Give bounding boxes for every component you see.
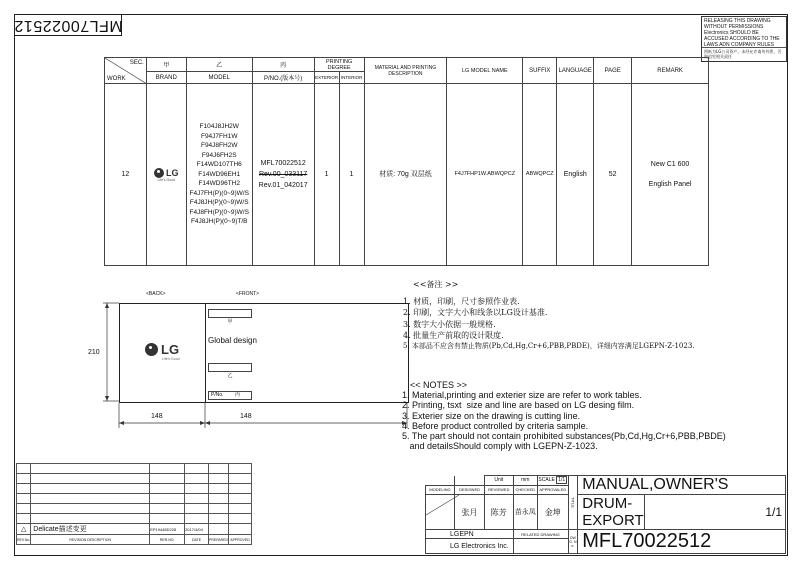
dwg-label: DWG. No.	[568, 530, 578, 554]
col-prepared: PREPARED	[209, 535, 229, 545]
tag-pno: P/No.	[211, 392, 224, 398]
scale-value: 1/1	[558, 477, 566, 484]
model-item: F4J8FH(P)(0~9)W/S	[189, 208, 249, 216]
unit-value: mm	[513, 476, 538, 486]
work-value: 12	[105, 84, 147, 266]
remark-line-2: English Panel	[648, 180, 692, 188]
scale-label: SCALE	[538, 477, 555, 484]
language-value: English	[557, 84, 594, 266]
subtitle: DRUM-EXPORT	[578, 495, 644, 530]
notes-en	[402, 380, 787, 451]
revision-mark: △	[17, 524, 31, 535]
model-item: F94J8FH2W	[200, 142, 238, 150]
sec-work-header	[105, 58, 147, 84]
suffix-header: SUFFIX	[523, 58, 557, 84]
model-list-cell	[186, 84, 252, 266]
corner-code: MFL70022512	[13, 17, 123, 34]
work-label: WORK	[107, 76, 126, 82]
col-desc: REVISION DESCRIPTION	[31, 535, 150, 545]
model-item: F94J7FH1W	[200, 132, 238, 140]
sheet-number: 1/1	[644, 495, 785, 530]
remark-line-1: New C1 600	[650, 160, 690, 168]
lg-model-header: LG MODEL NAME	[447, 58, 523, 84]
remark-cell	[632, 84, 709, 266]
approver-name: 金坤	[538, 495, 568, 530]
sample-logo-tag: Life's Good	[162, 357, 180, 361]
title-main: MANUAL,OWNER'S	[578, 476, 786, 495]
page-value: 52	[594, 84, 632, 266]
note-cn-item: 3. 数字大小依据一般规格.	[403, 319, 496, 329]
sec-label: SEC.	[129, 60, 144, 66]
exterior-header: EXTERIOR	[314, 72, 339, 84]
company-name: LG Electronics Inc.	[426, 539, 514, 554]
col-jia: 甲	[146, 58, 186, 72]
revision-code: EP19448D228	[150, 524, 185, 535]
pno-value: MFL70022512	[260, 160, 306, 167]
company-code: LGEPN	[426, 530, 514, 539]
note-en-item: 2. Printing, tsxt size and line are based on LG desing film.	[402, 400, 635, 411]
notes-cn	[403, 279, 763, 352]
revision-row	[17, 524, 252, 535]
model-item: F94J6FH2S	[201, 151, 237, 159]
exterior-value: 1	[314, 84, 339, 266]
unit-label: Unit	[485, 476, 513, 486]
interior-header: INTERIOR	[339, 72, 364, 84]
title-block	[425, 475, 786, 554]
dwg-number: MFL70022512	[578, 530, 786, 554]
release-notice	[701, 16, 787, 62]
height-dimension: 210	[88, 349, 100, 356]
related-drawing: RELATED DRAWING	[513, 530, 568, 539]
col-rev-no: REV.No.	[17, 535, 31, 545]
brand-tagline: Life's Good	[157, 177, 176, 182]
printing-degree-header: PRINTING DEGREE	[314, 58, 364, 72]
model-item: F4J8JH(P)(0~9)W/S	[189, 199, 249, 207]
col-approved: APPROVED	[229, 535, 252, 545]
note-cn-item: 2. 印刷，文字大小和线条以LG设计基准.	[403, 308, 548, 318]
role-checked: CHECKED	[513, 485, 538, 495]
role-approvaled: APPROVALED	[538, 485, 568, 495]
spec-table	[104, 57, 709, 266]
width-front-dimension: 148	[240, 413, 252, 420]
corner-code-box	[14, 14, 122, 36]
note-en-item: 5. The part should not contain prohibited substances(Pb,Cd,Hg,Cr+6,PBB,PBDE)	[402, 431, 726, 442]
brand-header: BRAND	[146, 72, 186, 84]
revision-date: 2017/4/04	[185, 524, 209, 535]
tag-yi: 乙	[227, 373, 233, 379]
spec-row	[105, 84, 709, 266]
brand-logo-text: LG	[166, 167, 179, 178]
role-designed: DESIGNED	[455, 485, 485, 495]
note-cn-item: 5. 本部品不应含有禁止物质(Pb,Cd,Hg,Cr+6,PBB,PBDE)，详细内容满足LGEPN-Z-1023.	[403, 342, 695, 351]
checker-name: 苗永凤	[513, 495, 538, 530]
remark-header: REMARK	[632, 58, 709, 84]
front-text: Global design	[208, 336, 257, 345]
notes-cn-list	[403, 296, 763, 352]
release-notice-en: RELEASING THIS DRAWING WITHOUT PERMISSIONS Electronics SHOULD BE ACCUSED ACCORDING TO THE LAWS ADN COMPANY RULES	[702, 17, 786, 48]
note-en-item: 3. Exterier size on the drawing is cutting line.	[402, 410, 581, 421]
sample-logo-text: LG	[161, 342, 180, 357]
col-date: DATE	[185, 535, 209, 545]
revision-desc: Delicate描述变更	[31, 524, 150, 535]
model-item: F4J7FH(P)(0~9)W/S	[189, 189, 249, 197]
model-item: F14WD96EH1	[198, 170, 241, 178]
rev-old: Rev.00_033117	[258, 171, 308, 178]
page-header: PAGE	[594, 58, 632, 84]
model-item: F4J8JH(P)(0~9)T/B	[190, 218, 248, 226]
interior-value: 1	[339, 84, 364, 266]
lg-logo-icon	[154, 168, 164, 178]
note-cn-item: 4. 批量生产前取的设计限度.	[403, 330, 504, 340]
rev-new: Rev.01_042017	[258, 182, 308, 189]
model-item: F14WD96TH2	[198, 180, 240, 188]
language-header: LANGUAGE	[557, 58, 594, 84]
front-label: <FRONT>	[236, 291, 260, 297]
notes-en-title: << NOTES >>	[410, 380, 468, 390]
dimension-lines	[95, 300, 415, 430]
lg-model-value: F4J7FHP1W.ABWQPCZ	[447, 84, 523, 266]
suffix-value: ABWQPCZ	[523, 84, 557, 266]
material-value: 材质: 70g 双层纸	[364, 84, 447, 266]
release-notice-cn: 图纸为LG公司资产。未经允许请勿外泄，否则追究相关责任	[704, 49, 782, 59]
col-bing: 丙	[252, 58, 314, 72]
notes-cn-title: <<备注 >>	[413, 280, 459, 289]
role-reviewed: REVIEWED	[485, 485, 513, 495]
model-header: MODEL	[186, 72, 252, 84]
note-en-item: 4. Before product controlled by criteria sample.	[402, 420, 589, 431]
note-en-item: 1. Material,printing and exterier size are refer to work tables.	[402, 390, 642, 401]
brand-cell	[146, 84, 186, 266]
material-header: MATERIAL AND PRINTING DESCRIPTION	[364, 58, 447, 84]
col-reno: RER.NO.	[150, 535, 185, 545]
model-item: F14WD107TH6	[196, 161, 242, 169]
revision-table	[16, 463, 252, 545]
role-modeling: MODELING	[426, 485, 455, 495]
notes-en-list	[402, 390, 787, 451]
reviewer-name: 陈芳	[485, 495, 513, 530]
tag-jia: 甲	[227, 319, 233, 325]
title-vertical: TITLE	[568, 476, 578, 530]
designer-name: 张月	[455, 495, 485, 530]
pno-cell	[252, 84, 314, 266]
model-list	[187, 122, 252, 227]
width-back-dimension: 148	[151, 413, 163, 420]
model-item: F104J8JH2W	[199, 123, 239, 131]
back-label: <BACK>	[146, 291, 166, 297]
modeling-sign	[426, 495, 455, 530]
scale-cell	[538, 476, 568, 486]
tag-bing: 丙	[235, 392, 241, 398]
note-en-item: and detailsShould comply with LGEPN-Z-1023.	[402, 441, 598, 452]
col-yi: 乙	[186, 58, 252, 72]
note-cn-item: 1. 材质，印刷，尺寸参照作业表.	[403, 297, 520, 307]
pno-header: P/NO.(版本号)	[252, 72, 314, 84]
